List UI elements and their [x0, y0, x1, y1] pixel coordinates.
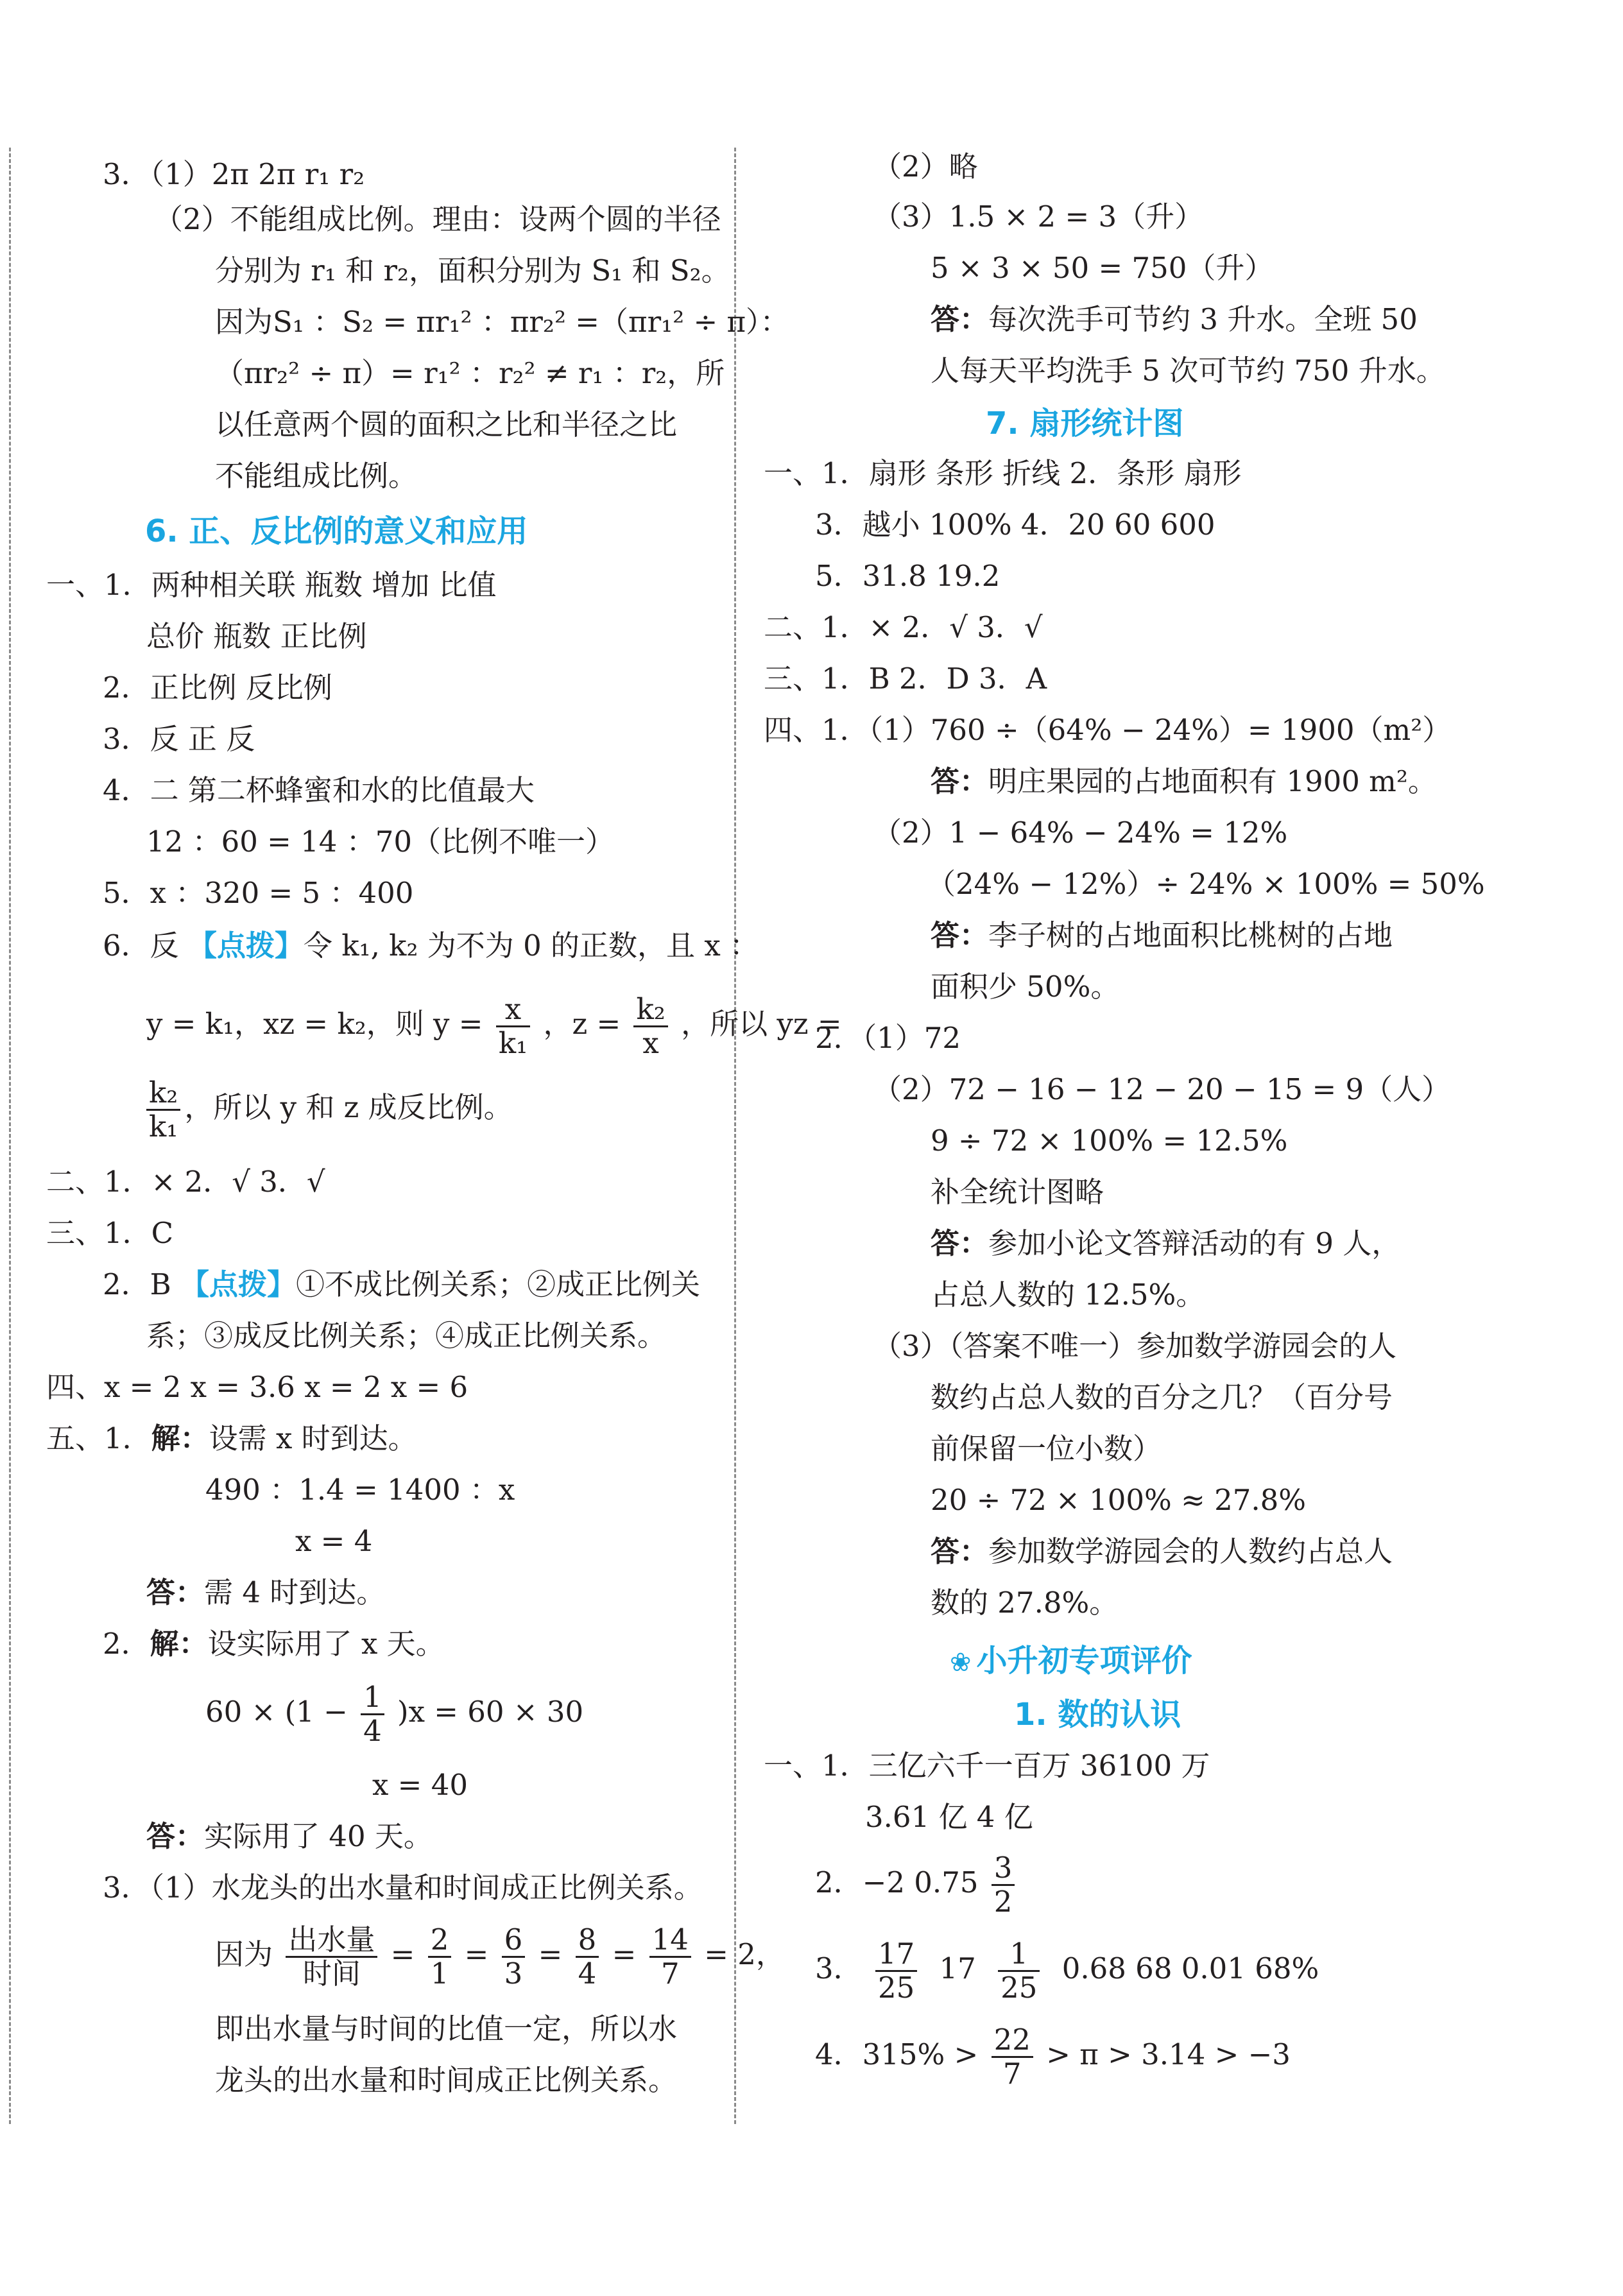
formula-line [205, 1680, 583, 1747]
fraction [428, 1924, 452, 1990]
answer-line: 3.61 亿 4 亿 [865, 1800, 1033, 1834]
answer-line: 数约占总人数的百分之几？（百分号 [931, 1380, 1393, 1414]
section-heading-6: 6. 正、反比例的意义和应用 [145, 513, 528, 549]
equation-line: 490 ：1.4 = 1400 ：x [205, 1473, 515, 1507]
numerator: 3 [992, 1852, 1015, 1886]
fraction [633, 993, 667, 1059]
formula-text: 17 [939, 1951, 976, 1985]
denominator: 25 [1000, 1971, 1038, 2005]
answer-line: （3）1.5 × 2 = 3（升） [873, 200, 1204, 234]
formula-text: = [612, 1937, 637, 1971]
denominator: 7 [660, 1957, 680, 1991]
answer-line: 人每天平均洗手 5 次可节约 750 升水。 [931, 354, 1445, 388]
answer-line: 2．（1）72 [815, 1021, 961, 1055]
item-number: 2． [103, 1627, 150, 1661]
answer-line: 5．x ：320 = 5 ：400 [103, 876, 414, 910]
fraction [875, 1938, 917, 2004]
answer-line: 四、1．（1）760 ÷（64% − 24%）= 1900（m²） [764, 713, 1452, 747]
paw-icon: ❀ [950, 1648, 972, 1677]
item-number: 6．反 [103, 929, 188, 963]
answer-line [931, 916, 1393, 955]
answer-label: 答： [931, 1534, 989, 1568]
formula-text: = [390, 1937, 415, 1971]
fraction [576, 1924, 599, 1990]
answer-text: 参加数学游园会的人数约占总人 [988, 1534, 1393, 1568]
answer-line: 一、1．扇形 条形 折线 2．条形 扇形 [764, 456, 1242, 490]
answer-line: 系；③成反比例关系；④成正比例关系。 [146, 1319, 667, 1353]
answer-line [146, 1817, 433, 1856]
answer-line [931, 1532, 1393, 1571]
formula-text: = [464, 1937, 489, 1971]
numerator: 14 [649, 1924, 691, 1958]
answer-line: （3）（答案不唯一）参加数学游园会的人 [873, 1329, 1397, 1363]
formula-text: 2．−2 0.75 [815, 1865, 979, 1899]
equation-line: 9 ÷ 72 × 100% = 12.5% [931, 1124, 1288, 1158]
formula-line [146, 992, 842, 1059]
answer-line: 即出水量与时间的比值一定，所以水 [215, 2012, 678, 2046]
answer-line: 二、1．× 2．√ 3．√ [764, 610, 1043, 644]
formula-text: > π > 3.14 > −3 [1046, 2037, 1291, 2071]
numerator: 出水量 [286, 1924, 377, 1958]
answer-label: 答： [146, 1819, 205, 1853]
answer-line: 3．（1）2π 2π r₁ r₂ [103, 157, 365, 191]
answer-line: 面积少 50%。 [931, 970, 1120, 1004]
formula-line [815, 2023, 1291, 2090]
numerator: 8 [576, 1924, 599, 1958]
formula-line [815, 1851, 1018, 1918]
answer-line: （2）不能组成比例。理由：设两个圆的半径 [154, 202, 721, 236]
denominator: 3 [504, 1957, 523, 1991]
hint-label: 【点拨】 [180, 1267, 296, 1301]
formula-text: 因为 [215, 1937, 273, 1971]
column-divider [734, 148, 736, 2124]
answer-line [931, 300, 1418, 339]
answer-line: 前保留一位小数） [931, 1432, 1162, 1466]
formula-text: ，所以 yz = [681, 1007, 842, 1041]
fraction [361, 1681, 384, 1747]
denominator: 7 [1002, 2057, 1022, 2091]
answer-text: 每次洗手可节约 3 升水。全班 50 [988, 302, 1418, 336]
formula-line [146, 1075, 513, 1143]
answer-text: 参加小论文答辩活动的有 9 人， [988, 1226, 1401, 1260]
special-heading-text: 小升初专项评价 [976, 1643, 1192, 1679]
denominator: 4 [363, 1714, 382, 1748]
hint-text: ①不成比例关系；②成正比例关 [296, 1267, 701, 1301]
formula-line [815, 1937, 1319, 2004]
formula-text: 4．315% > [815, 2037, 979, 2071]
answer-label: 答： [931, 302, 989, 336]
answer-line: 2．正比例 反比例 [103, 671, 332, 705]
answer-line: 3．反 正 反 [103, 722, 255, 756]
denominator: 时间 [302, 1957, 361, 1991]
formula-text: ，所以 y 和 z 成反比例。 [184, 1090, 513, 1124]
left-margin-dashed-line [9, 148, 11, 2124]
answer-line [103, 1625, 445, 1663]
answer-line: 以任意两个圆的面积之比和半径之比 [215, 407, 678, 441]
numerator: 1 [998, 1938, 1040, 1972]
denominator: 2 [993, 1885, 1013, 1919]
answer-line: 因为S₁ ：S₂ = πr₁² ：πr₂² =（πr₁² ÷ π）： [215, 305, 789, 339]
answer-line [931, 762, 1437, 801]
answer-line: 龙头的出水量和时间成正比例关系。 [215, 2063, 678, 2097]
solution-label: 解： [150, 1627, 208, 1661]
numerator: 2 [428, 1924, 452, 1958]
answer-line: 总价 瓶数 正比例 [146, 619, 367, 653]
answer-text: 明庄果园的占地面积有 1900 m²。 [988, 764, 1437, 798]
numerator: k₂ [633, 993, 667, 1027]
fraction [496, 993, 530, 1059]
answer-line: 二、1．× 2．√ 3．√ [46, 1165, 325, 1199]
answer-line [46, 1419, 417, 1458]
formula-text: 0.68 68 0.01 68% [1061, 1951, 1319, 1985]
solution-text: 设需 x 时到达。 [209, 1421, 417, 1455]
denominator: k₁ [498, 1026, 528, 1060]
answer-line: 三、1．C [46, 1216, 174, 1250]
answer-line: 3．（1）水龙头的出水量和时间成正比例关系。 [103, 1871, 703, 1905]
subsection-heading: 1. 数的认识 [1014, 1697, 1181, 1733]
answer-line: （2）略 [873, 150, 978, 184]
formula-text: 3． [815, 1951, 863, 1985]
equation-line: 5 × 3 × 50 = 750（升） [931, 251, 1274, 285]
denominator: 4 [578, 1957, 597, 1991]
numerator: 17 [875, 1938, 917, 1972]
equation-line: （2）1 − 64% − 24% = 12% [873, 816, 1288, 850]
answer-line [103, 927, 759, 965]
denominator: 1 [430, 1957, 449, 1991]
formula-text: 60 × (1 − [205, 1695, 348, 1729]
fraction [502, 1924, 526, 1990]
answer-label: 答： [931, 1226, 989, 1260]
hint-text: 令 k₁, k₂ 为不为 0 的正数，且 x ： [303, 929, 759, 963]
equation-line: （24% − 12%）÷ 24% × 100% = 50% [927, 867, 1485, 901]
formula-text: )x = 60 × 30 [397, 1695, 584, 1729]
formula-text: = 2， [704, 1937, 785, 1971]
answer-line: 四、x = 2 x = 3.6 x = 2 x = 6 [46, 1370, 468, 1404]
equation-line: 20 ÷ 72 × 100% ≈ 27.8% [931, 1483, 1307, 1517]
formula-line [215, 1923, 785, 1990]
answer-label: 答： [931, 764, 989, 798]
denominator: x [642, 1026, 659, 1060]
answer-text: 需 4 时到达。 [204, 1575, 386, 1609]
numerator: k₂ [146, 1077, 180, 1111]
answer-line: 分别为 r₁ 和 r₂，面积分别为 S₁ 和 S₂。 [215, 253, 730, 287]
answer-line: 三、1．B 2．D 3．A [764, 662, 1047, 696]
answer-line: 12 ：60 = 14 ：70（比例不唯一） [146, 825, 614, 859]
denominator: k₁ [149, 1109, 178, 1144]
equation-line: x = 40 [372, 1768, 468, 1802]
equation-line: x = 4 [295, 1524, 373, 1558]
answer-label: 答： [931, 918, 989, 952]
answer-line: （πr₂² ÷ π）= r₁² ：r₂² ≠ r₁ ：r₂，所 [215, 356, 725, 390]
solution-label: 解： [151, 1421, 209, 1455]
answer-text: 实际用了 40 天。 [204, 1819, 433, 1853]
fraction [286, 1924, 377, 1990]
fraction [992, 1852, 1015, 1918]
hint-label: 【点拨】 [187, 929, 304, 963]
formula-text: y = k₁，xz = k₂，则 y = [146, 1007, 483, 1041]
answer-label: 答： [146, 1575, 205, 1609]
denominator: 25 [877, 1971, 915, 2005]
solution-text: 设实际用了 x 天。 [207, 1627, 445, 1661]
equation-line: （2）72 − 16 − 12 − 20 − 15 = 9（人） [873, 1072, 1451, 1106]
formula-text: ，z = [543, 1007, 621, 1041]
fraction [998, 1938, 1040, 2004]
answer-line: 3．越小 100% 4．20 60 600 [815, 508, 1215, 542]
fraction [649, 1924, 691, 1990]
numerator: 1 [361, 1681, 384, 1715]
answer-line [103, 1265, 700, 1304]
special-heading [950, 1640, 1192, 1683]
fraction [146, 1077, 180, 1143]
numerator: 22 [992, 2024, 1033, 2058]
formula-text: = [538, 1937, 563, 1971]
numerator: x [496, 993, 530, 1027]
answer-line: 占总人数的 12.5%。 [931, 1278, 1205, 1312]
answer-text: 李子树的占地面积比桃树的占地 [988, 918, 1393, 952]
answer-line [146, 1573, 385, 1612]
answer-line [931, 1224, 1400, 1263]
answer-line: 不能组成比例。 [215, 459, 418, 493]
answer-line: 一、1．两种相关联 瓶数 增加 比值 [46, 568, 497, 602]
answer-line: 5．31.8 19.2 [815, 559, 1000, 593]
item-number: 2．B [103, 1267, 181, 1301]
item-number: 五、1． [46, 1421, 151, 1455]
answer-line: 数的 27.8%。 [931, 1586, 1119, 1620]
fraction [992, 2024, 1033, 2090]
answer-line: 补全统计图略 [931, 1175, 1104, 1209]
answer-line: 4．二 第二杯蜂蜜和水的比值最大 [103, 773, 535, 807]
section-heading-7: 7. 扇形统计图 [986, 406, 1184, 441]
answer-line: 一、1．三亿六千一百万 36100 万 [764, 1749, 1210, 1783]
numerator: 6 [502, 1924, 526, 1958]
